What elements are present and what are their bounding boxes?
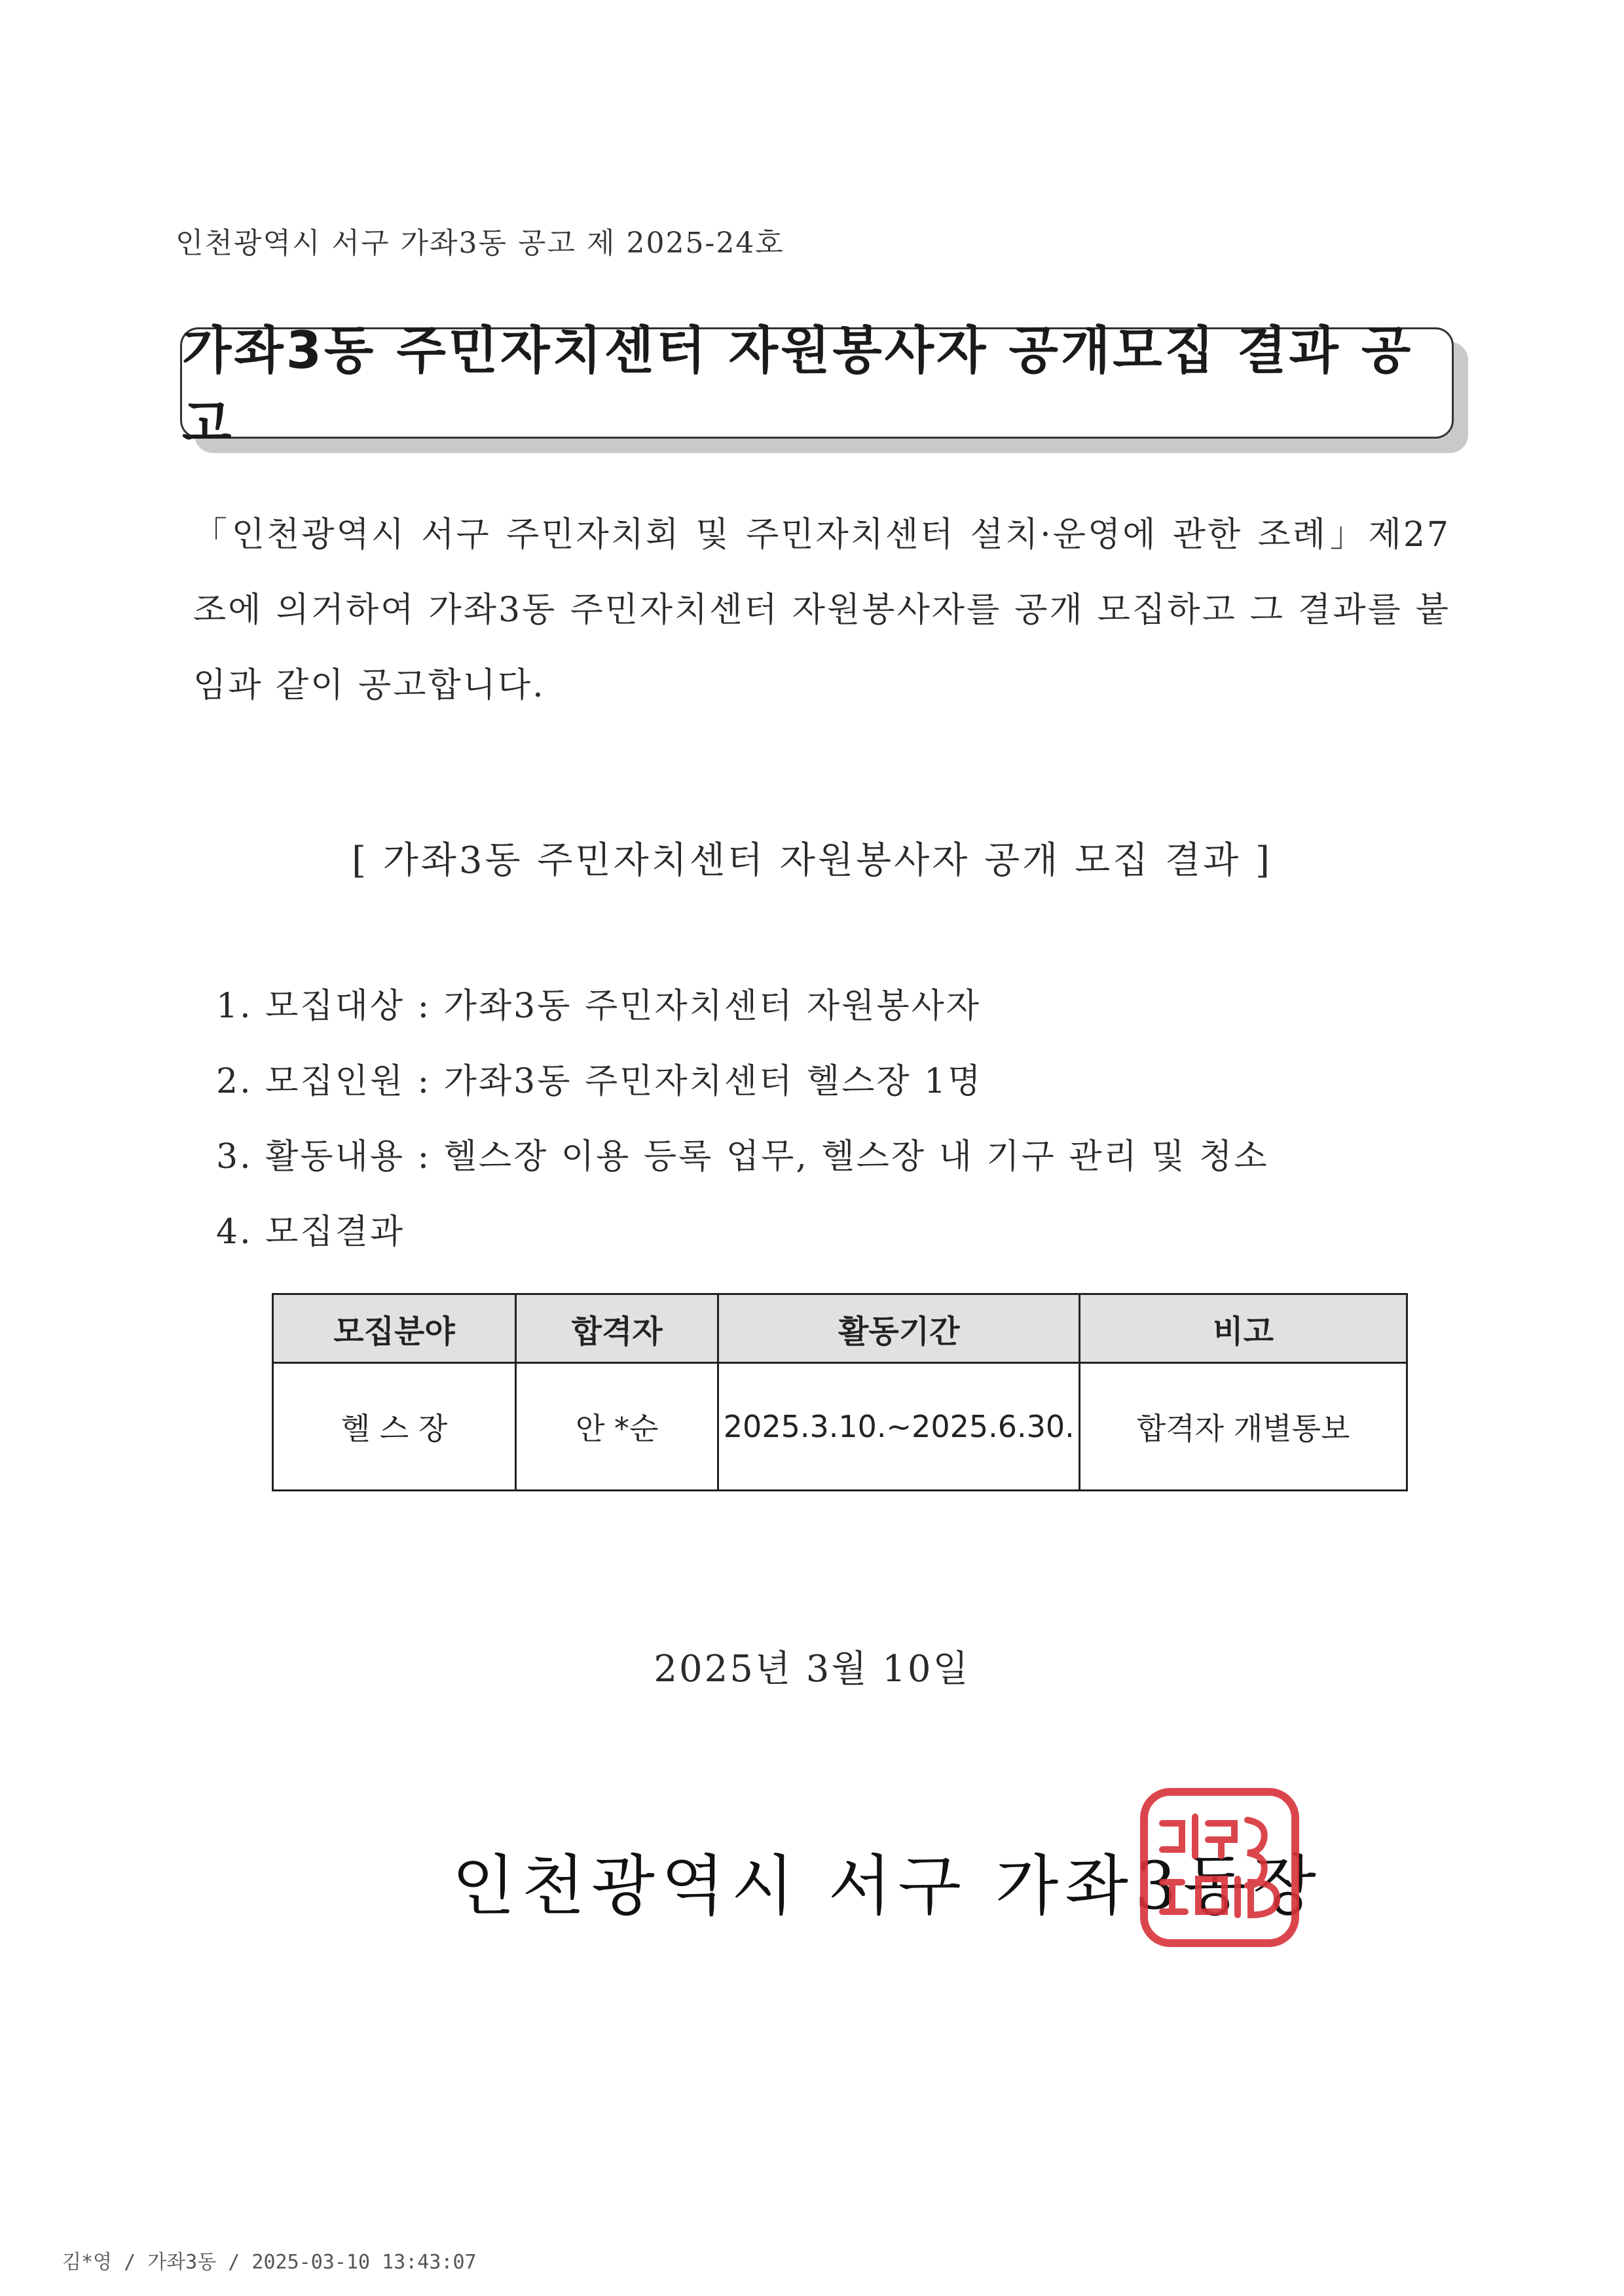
table-cell: 헬 스 장 [273,1363,516,1491]
table-header: 비고 [1080,1294,1407,1363]
list-item: 2. 모집인원 : 가좌3동 주민자치센터 헬스장 1명 [216,1062,983,1101]
list-item: 3. 활동내용 : 헬스장 이용 등록 업무, 헬스장 내 기구 관리 및 청소 [216,1137,1269,1176]
table-row [273,1363,1407,1491]
list-item: 4. 모집결과 [216,1212,405,1252]
signature-line: 인천광역시 서구 가좌3동장 [452,1848,1323,1924]
item-list [216,969,1269,1270]
table-header: 활동기간 [718,1294,1080,1363]
title-box [180,321,1454,454]
intro-paragraph: 「인천광역시 서구 주민자치회 및 주민자치센터 설치·운영에 관한 조례」제27조에 의거하여 가좌3동 주민자치센터 자원봉사자를 공개 모집하고 그 결과를 붙임과 같이 공고합니다. [193,515,1450,705]
list-item: 1. 모집대상 : 가좌3동 주민자치센터 자원봉사자 [216,987,982,1026]
table-header: 모집분야 [273,1294,516,1363]
notice-number: 인천광역시 서구 가좌3동 공고 제 2025-24호 [175,227,784,260]
table-cell: 안 *순 [516,1363,718,1491]
footer-stamp: 김*영 / 가좌3동 / 2025-03-10 13:43:07 [62,2251,477,2274]
result-table [272,1293,1408,1491]
table-cell: 합격자 개별통보 [1080,1363,1407,1491]
table-cell: 2025.3.10.~2025.6.30. [718,1363,1080,1491]
section-heading: [ 가좌3동 주민자치센터 자원봉사자 공개 모집 결과 ] [352,839,1272,882]
table-header-row [273,1294,1407,1363]
document-title: 가좌3동 주민자치센터 자원봉사자 공개모집 결과 공고 [182,321,1414,454]
table-header: 합격자 [516,1294,718,1363]
document-date: 2025년 3월 10일 [654,1648,970,1690]
official-seal-icon [1136,1784,1303,1951]
